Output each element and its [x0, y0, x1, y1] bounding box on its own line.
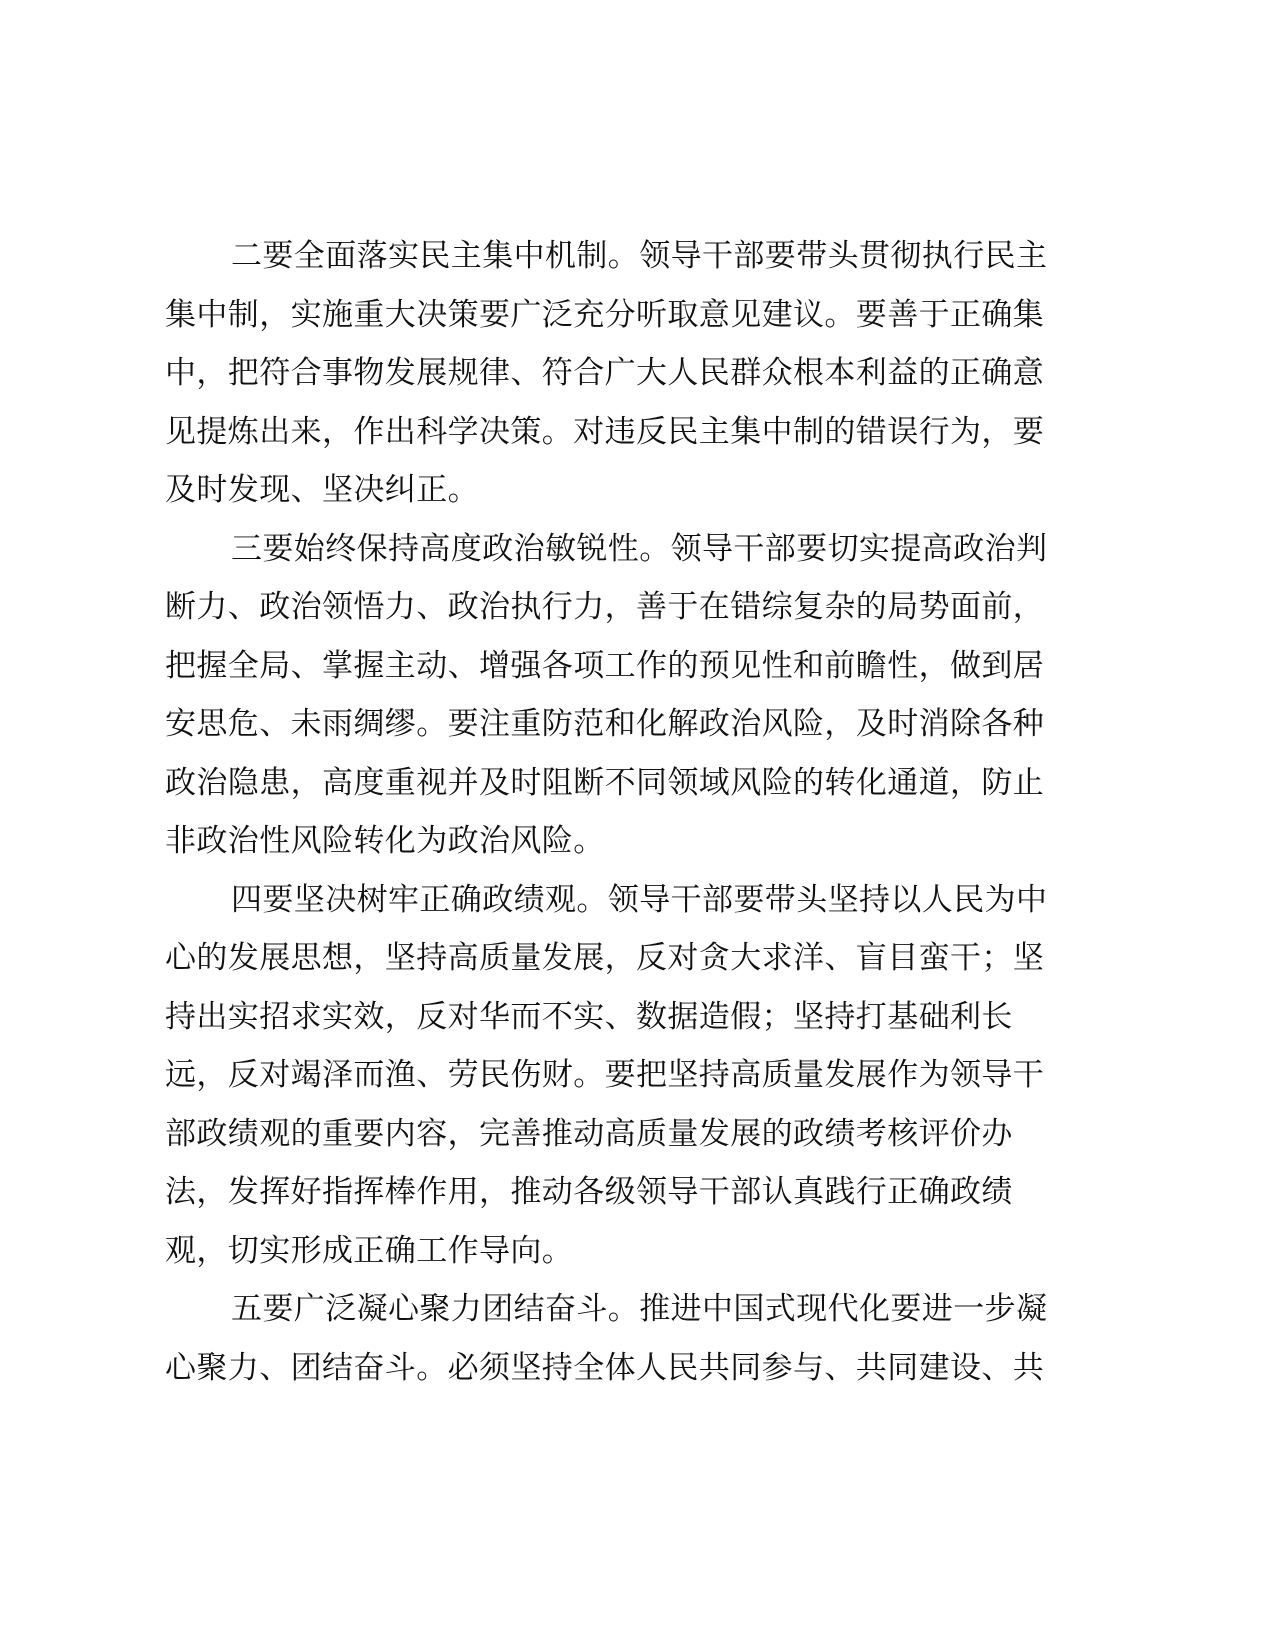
paragraph-line: 二要全面落实民主集中机制。领导干部要带头贯彻执行民主: [231, 238, 1048, 274]
paragraph-line: 安思危、未雨绸缪。要注重防范和化解政治风险，及时消除各种: [165, 706, 1045, 742]
document-body: [165, 227, 1105, 1397]
paragraph-democratic-centralism: [165, 227, 1105, 520]
paragraph-line: 部政绩观的重要内容，完善推动高质量发展的政绩考核评价办: [165, 1115, 1013, 1152]
paragraph-political-sensitivity: [165, 520, 1105, 871]
paragraph-line: 把握全局、掌握主动、增强各项工作的预见性和前瞻性，做到居: [165, 647, 1045, 684]
paragraph-line: 法，发挥好指挥棒作用，推动各级领导干部认真践行正确政绩: [165, 1174, 1013, 1210]
paragraph-line: 持出实招求实效，反对华而不实、数据造假；坚持打基础利长: [165, 998, 1013, 1035]
paragraph-line: 断力、政治领悟力、政治执行力，善于在错综复杂的局势面前，: [165, 589, 1045, 625]
paragraph-line: 心聚力、团结奋斗。必须坚持全体人民共同参与、共同建设、共: [165, 1349, 1045, 1386]
paragraph-line: 远，反对竭泽而渔、劳民伤财。要把坚持高质量发展作为领导干: [165, 1057, 1045, 1093]
paragraph-line: 政治隐患，高度重视并及时阻断不同领域风险的转化通道，防止: [165, 764, 1045, 801]
paragraph-line: 集中制，实施重大决策要广泛充分听取意见建议。要善于正确集: [165, 296, 1045, 333]
paragraph-line: 非政治性风险转化为政治风险。: [165, 823, 605, 859]
paragraph-line: 观，切实形成正确工作导向。: [165, 1232, 574, 1269]
paragraph-line: 五要广泛凝心聚力团结奋斗。推进中国式现代化要进一步凝: [231, 1291, 1048, 1327]
paragraph-performance-view: [165, 871, 1105, 1281]
paragraph-line: 及时发现、坚决纠正。: [165, 472, 479, 508]
paragraph-unity-struggle: [165, 1280, 1105, 1397]
paragraph-line: 四要坚决树牢正确政绩观。领导干部要带头坚持以人民为中: [231, 881, 1048, 918]
paragraph-line: 心的发展思想，坚持高质量发展，反对贪大求洋、盲目蛮干；坚: [165, 940, 1045, 976]
paragraph-line: 三要始终保持高度政治敏锐性。领导干部要切实提高政治判: [231, 530, 1048, 567]
paragraph-line: 见提炼出来，作出科学决策。对违反民主集中制的错误行为，要: [165, 413, 1045, 450]
paragraph-line: 中，把符合事物发展规律、符合广大人民群众根本利益的正确意: [165, 355, 1045, 391]
